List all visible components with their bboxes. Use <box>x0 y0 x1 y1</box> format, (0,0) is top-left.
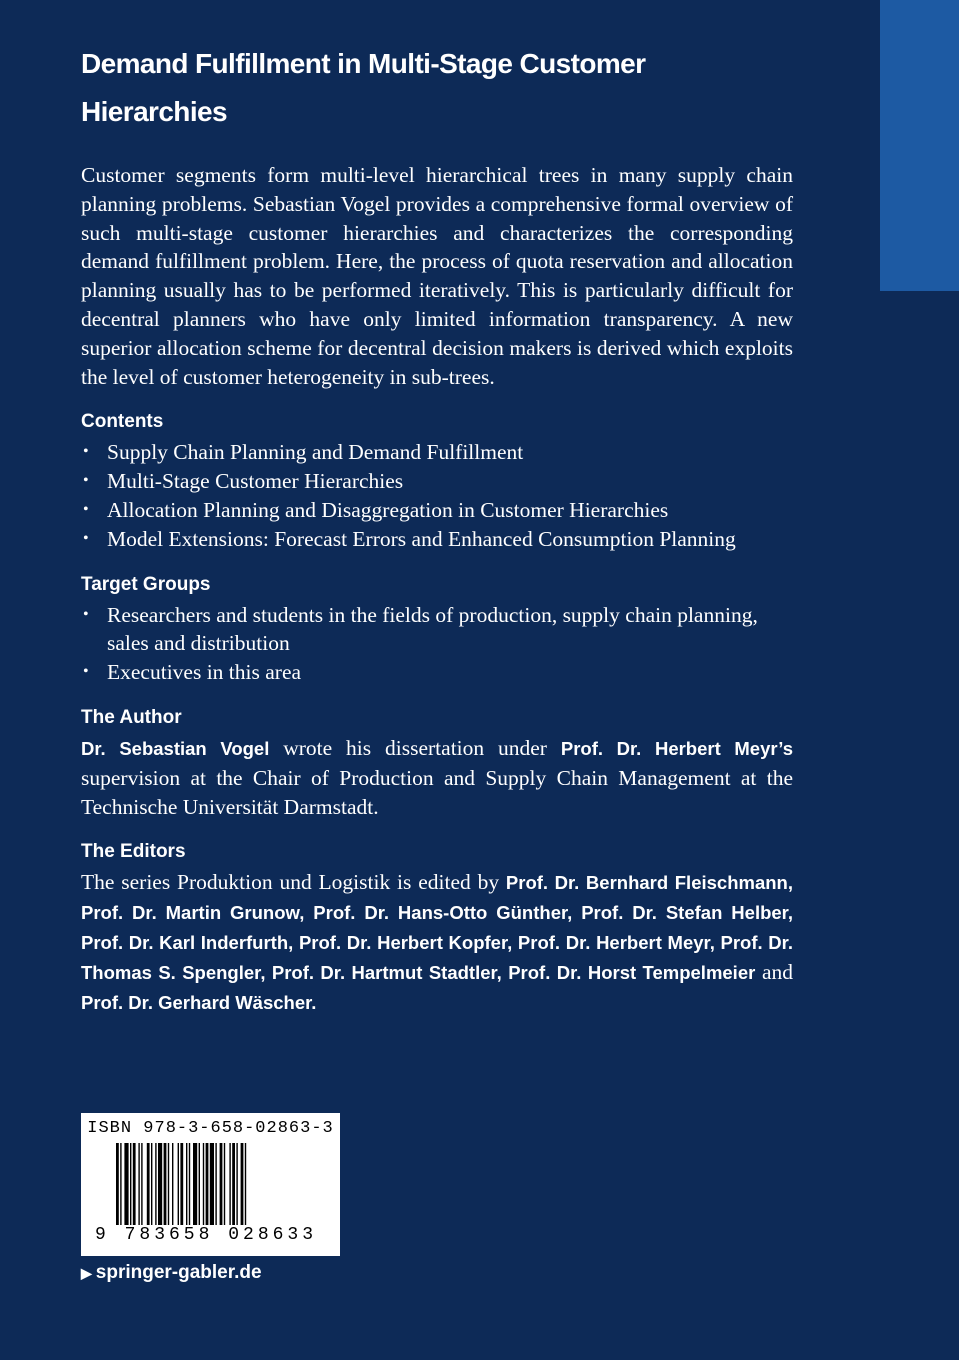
list-item: • Model Extensions: Forecast Errors and Enhanced Consumption Planning <box>81 525 793 554</box>
contents-list <box>81 438 793 553</box>
barcode-bar <box>141 1143 142 1225</box>
list-item: • Researchers and students in the fields of production, supply chain planning, sales and distribution <box>81 601 793 659</box>
editors-intro: The series Produktion und Logistik is edited by <box>81 870 506 895</box>
barcode-bar <box>206 1143 209 1225</box>
barcode-bar <box>203 1143 204 1225</box>
arrow-right-icon: ▶ <box>81 1265 92 1281</box>
barcode-bar <box>236 1143 237 1225</box>
contents-heading: Contents <box>81 411 164 433</box>
author-bio <box>81 734 793 821</box>
author-section <box>81 705 793 821</box>
barcode-bar <box>241 1143 244 1225</box>
barcode-bar <box>168 1143 169 1225</box>
contents-section <box>81 409 793 553</box>
accent-bar <box>880 0 959 291</box>
barcode-bar <box>180 1143 183 1225</box>
barcode-bar <box>186 1143 187 1225</box>
list-item: • Supply Chain Planning and Demand Fulfillment <box>81 438 793 467</box>
editors-text <box>81 868 793 1017</box>
ean-digits: 9 783658 028633 <box>95 1225 318 1245</box>
barcode-bar <box>229 1143 230 1225</box>
barcode-bar <box>199 1143 200 1225</box>
barcode-bar <box>116 1143 119 1225</box>
barcode-bar <box>172 1143 173 1225</box>
author-heading: The Author <box>81 706 182 728</box>
editor-names: Prof. Dr. Bernhard Fleischmann, Prof. Dr. Martin Grunow, Prof. Dr. Hans-Otto Günther, Prof. Dr. Stefan Helber, Prof. Dr. Karl Inderfurth, Prof. Dr. Herbert Kopfer, Prof. Dr. Herbert Meyr, Prof. Dr. Thomas S. Spengler, Prof. Dr. Hartmut Stadtler, Prof. Dr. Horst Tempelmeier <box>81 872 793 983</box>
editors-heading: The Editors <box>81 841 186 863</box>
author-text: supervision at the Chair of Production and Supply Chain Management at the Technische Universität Darmstadt. <box>81 765 793 819</box>
cover-content <box>81 40 793 1017</box>
isbn-barcode <box>81 1113 340 1256</box>
target-groups-list <box>81 601 793 687</box>
description: Customer segments form multi-level hierarchical trees in many supply chain planning problems. Sebastian Vogel provides a comprehensive formal overview of such multi-stage customer hierarchies and characterizes the corresponding demand fulfillment problem. Here, the process of quota reservation and allocation planning usually has to be performed iteratively. This is particularly difficult for decentral planners who have only limited information transparency. A new superior allocation scheme for decentral decision makers is derived which exploits the level of customer heterogeneity in sub-trees. <box>81 163 793 389</box>
editors-section <box>81 839 793 1017</box>
barcode-bar <box>210 1143 214 1225</box>
barcode-bar <box>138 1143 139 1225</box>
target-groups-section <box>81 572 793 687</box>
target-groups-heading: Target Groups <box>81 573 211 595</box>
barcode-bar <box>189 1143 190 1225</box>
barcode-bar <box>124 1143 128 1225</box>
barcode-bar <box>151 1143 152 1225</box>
barcode-bar <box>232 1143 235 1225</box>
barcode-bar <box>155 1143 156 1225</box>
barcode-bar <box>133 1143 136 1225</box>
editor-last-name: Prof. Dr. Gerhard Wäscher. <box>81 991 317 1013</box>
supervisor-name: Prof. Dr. Herbert Meyr’s <box>560 737 794 759</box>
book-title: Demand Fulfillment in Multi-Stage Customer Hierarchies <box>81 48 646 127</box>
barcode-bar <box>178 1143 179 1225</box>
barcode-bar <box>224 1143 225 1225</box>
barcode-bar <box>245 1143 246 1225</box>
url-text: springer-gabler.de <box>95 1262 262 1283</box>
editors-and: and <box>755 959 793 984</box>
barcode-bar <box>130 1143 131 1225</box>
list-item: • Allocation Planning and Disaggregation in Customer Hierarchies <box>81 496 793 525</box>
barcode-bar <box>164 1143 167 1225</box>
list-item: • Multi-Stage Customer Hierarchies <box>81 467 793 496</box>
isbn-number: ISBN 978-3-658-02863-3 <box>87 1119 334 1138</box>
barcode-bars <box>116 1143 306 1233</box>
barcode-bar <box>147 1143 150 1225</box>
barcode-bar <box>158 1143 162 1225</box>
barcode-bar <box>120 1143 121 1225</box>
list-item: • Executives in this area <box>81 658 793 687</box>
barcode-bar <box>220 1143 223 1225</box>
barcode-bar <box>193 1143 197 1225</box>
author-name: Dr. Sebastian Vogel <box>81 737 270 759</box>
barcode-bar <box>215 1143 216 1225</box>
publisher-url[interactable] <box>81 1262 262 1284</box>
author-text: wrote his dissertation under <box>269 735 561 760</box>
